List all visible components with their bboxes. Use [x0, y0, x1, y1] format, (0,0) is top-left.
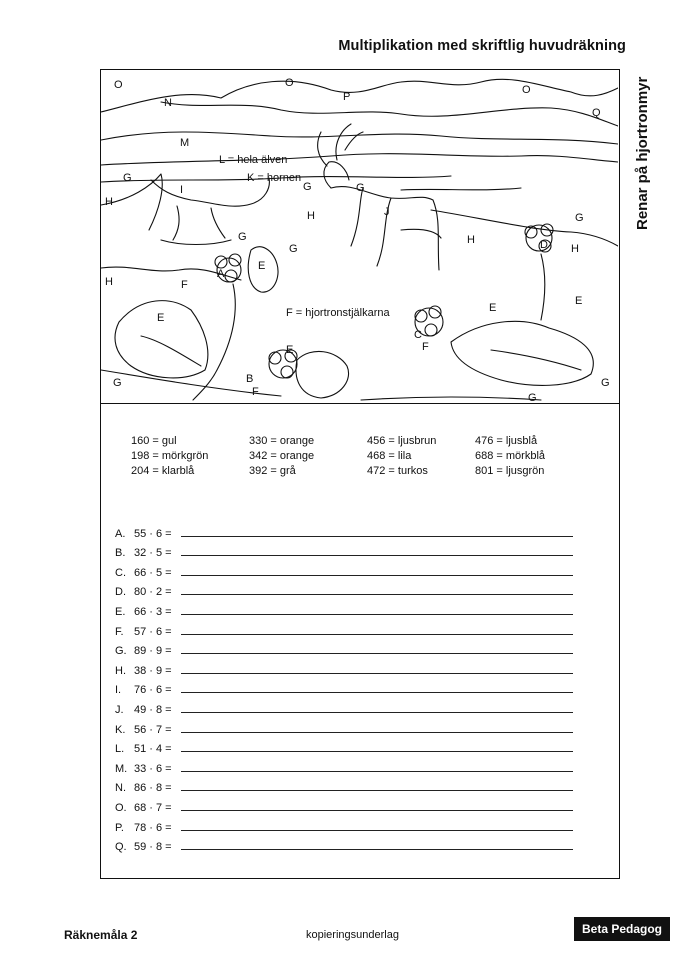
page-title: Multiplikation med skriftlig huvudräkning	[338, 38, 626, 54]
leaf-right	[451, 321, 593, 385]
answer-line[interactable]	[181, 750, 573, 752]
task-expression: 59 · 8 =	[134, 841, 172, 854]
label-g: G	[528, 392, 537, 403]
task-letter: H.	[115, 664, 126, 677]
right-shore	[401, 188, 521, 190]
answer-line[interactable]	[181, 691, 573, 693]
task-expression: 51 · 4 =	[134, 743, 172, 756]
label-h: H	[307, 210, 315, 222]
task-letter: G.	[115, 645, 127, 658]
label-d: D	[540, 239, 548, 251]
section-divider	[101, 403, 619, 404]
mountain-ridge	[161, 102, 618, 126]
answer-line[interactable]	[181, 731, 573, 733]
task-row	[115, 755, 573, 775]
task-letter: K.	[115, 723, 126, 736]
label-k: K = hornen	[247, 172, 302, 184]
answer-line[interactable]	[181, 672, 573, 674]
task-letter: M.	[115, 762, 128, 775]
label-h: H	[105, 196, 113, 208]
answer-line[interactable]	[181, 535, 573, 537]
label-e: E	[575, 295, 583, 307]
color-key-entry: 198 = mörkgrön	[131, 450, 209, 462]
task-expression: 66 · 5 =	[134, 566, 172, 579]
task-expression: 78 · 6 =	[134, 821, 172, 834]
label-c: C	[414, 329, 422, 341]
label-p: P	[343, 91, 351, 103]
stem-left	[193, 284, 235, 400]
color-key-entry: 204 = klarblå	[131, 465, 195, 477]
answer-line[interactable]	[181, 652, 573, 654]
label-h: H	[467, 234, 475, 246]
leaf-mid	[296, 351, 349, 398]
reindeer-left	[151, 178, 269, 245]
label-g: G	[113, 377, 122, 389]
label-o: O	[285, 77, 294, 89]
task-expression: 38 · 9 =	[134, 664, 172, 677]
label-g: G	[238, 231, 247, 243]
task-expression: 68 · 7 =	[134, 801, 172, 814]
reindeer-antler	[318, 124, 363, 166]
task-row	[115, 814, 573, 834]
answer-line[interactable]	[181, 711, 573, 713]
answer-line[interactable]	[181, 554, 573, 556]
color-key-entry: 476 = ljusblå	[475, 435, 538, 447]
river-top	[101, 154, 618, 165]
task-row	[115, 775, 573, 795]
task-letter: P.	[115, 821, 124, 834]
task-row	[115, 540, 573, 560]
task-expression: 32 · 5 =	[134, 547, 172, 560]
color-key-column	[249, 434, 367, 479]
coloring-picture	[101, 70, 618, 403]
task-letter: O.	[115, 801, 127, 814]
color-key-entry: 160 = gul	[131, 435, 177, 447]
task-letter: C.	[115, 566, 126, 579]
color-key	[131, 434, 585, 479]
answer-line[interactable]	[181, 613, 573, 615]
ground-line	[101, 370, 541, 400]
label-e: E	[286, 344, 294, 356]
task-row	[115, 794, 573, 814]
side-title: Renar på hjortronmyr	[634, 76, 651, 230]
mountain-outline	[101, 79, 618, 112]
answer-line[interactable]	[181, 574, 573, 576]
task-expression: 57 · 6 =	[134, 625, 172, 638]
task-letter: B.	[115, 547, 126, 560]
label-i: I	[180, 184, 184, 196]
answer-line[interactable]	[181, 829, 573, 831]
label-g: G	[289, 243, 298, 255]
task-row	[115, 559, 573, 579]
task-row	[115, 598, 573, 618]
task-expression: 80 · 2 =	[134, 586, 172, 599]
task-letter: E.	[115, 605, 126, 618]
reindeer-head	[324, 162, 349, 188]
task-expression: 33 · 6 =	[134, 762, 172, 775]
task-row	[115, 638, 573, 658]
task-row	[115, 657, 573, 677]
color-key-entry: 801 = ljusgrön	[475, 465, 545, 477]
task-letter: A.	[115, 527, 126, 540]
task-letter: D.	[115, 586, 126, 599]
label-g: G	[303, 181, 312, 193]
label-j: J	[384, 206, 390, 218]
task-expression: 76 · 6 =	[134, 684, 172, 697]
label-g: G	[601, 377, 610, 389]
label-f: F = hjortronstjälkarna	[286, 307, 390, 319]
task-expression: 86 · 8 =	[134, 782, 172, 795]
task-expression: 66 · 3 =	[134, 605, 172, 618]
answer-line[interactable]	[181, 848, 573, 850]
task-row	[115, 677, 573, 697]
task-expression: 89 · 9 =	[134, 645, 172, 658]
worksheet-frame	[100, 69, 620, 879]
copy-note: kopieringsunderlag	[306, 929, 399, 941]
label-l: L = hela älven	[219, 154, 288, 166]
label-o: O	[522, 84, 531, 96]
label-h: H	[571, 243, 579, 255]
task-letter: F.	[115, 625, 124, 638]
color-key-column	[131, 434, 249, 479]
label-f: F	[181, 279, 188, 291]
task-expression: 49 · 8 =	[134, 703, 172, 716]
label-a: A	[217, 268, 225, 280]
label-e: E	[258, 260, 266, 272]
stem-right	[541, 254, 545, 320]
task-expression: 55 · 6 =	[134, 527, 172, 540]
label-g: G	[575, 212, 584, 224]
answer-line[interactable]	[181, 633, 573, 635]
task-list	[115, 520, 573, 853]
answer-line[interactable]	[181, 770, 573, 772]
task-letter: L.	[115, 743, 125, 756]
color-key-entry: 330 = orange	[249, 435, 315, 447]
color-key-entry: 472 = turkos	[367, 465, 428, 477]
label-f: F	[422, 341, 429, 353]
answer-line[interactable]	[181, 789, 573, 791]
answer-line[interactable]	[181, 809, 573, 811]
label-e: E	[157, 312, 165, 324]
task-letter: Q.	[115, 841, 127, 854]
task-row	[115, 696, 573, 716]
reindeer-body	[331, 187, 441, 270]
task-row	[115, 716, 573, 736]
task-letter: J.	[115, 703, 124, 716]
color-key-entry: 468 = lila	[367, 450, 412, 462]
label-e: E	[489, 302, 497, 314]
task-row	[115, 834, 573, 854]
right-bank	[431, 210, 618, 246]
task-row	[115, 579, 573, 599]
color-key-entry: 342 = orange	[249, 450, 315, 462]
label-o: O	[114, 79, 123, 91]
task-row	[115, 618, 573, 638]
color-key-column	[475, 434, 585, 479]
color-key-entry: 688 = mörkblå	[475, 450, 546, 462]
label-b: B	[246, 373, 254, 385]
color-key-column	[367, 434, 475, 479]
task-row	[115, 736, 573, 756]
color-key-entry: 456 = ljusbrun	[367, 435, 437, 447]
label-n: N	[164, 97, 172, 109]
task-row	[115, 520, 573, 540]
label-m: M	[180, 137, 190, 149]
task-expression: 56 · 7 =	[134, 723, 172, 736]
answer-line[interactable]	[181, 593, 573, 595]
task-letter: I.	[115, 684, 122, 697]
task-letter: N.	[115, 782, 126, 795]
publisher-logo: Beta Pedagog	[574, 917, 670, 941]
label-g: G	[356, 182, 365, 194]
book-title: Räknemåla 2	[64, 928, 138, 942]
label-f: F	[252, 386, 259, 398]
label-q: Q	[592, 107, 601, 119]
label-g: G	[123, 172, 132, 184]
label-h: H	[105, 276, 113, 288]
color-key-entry: 392 = grå	[249, 465, 296, 477]
